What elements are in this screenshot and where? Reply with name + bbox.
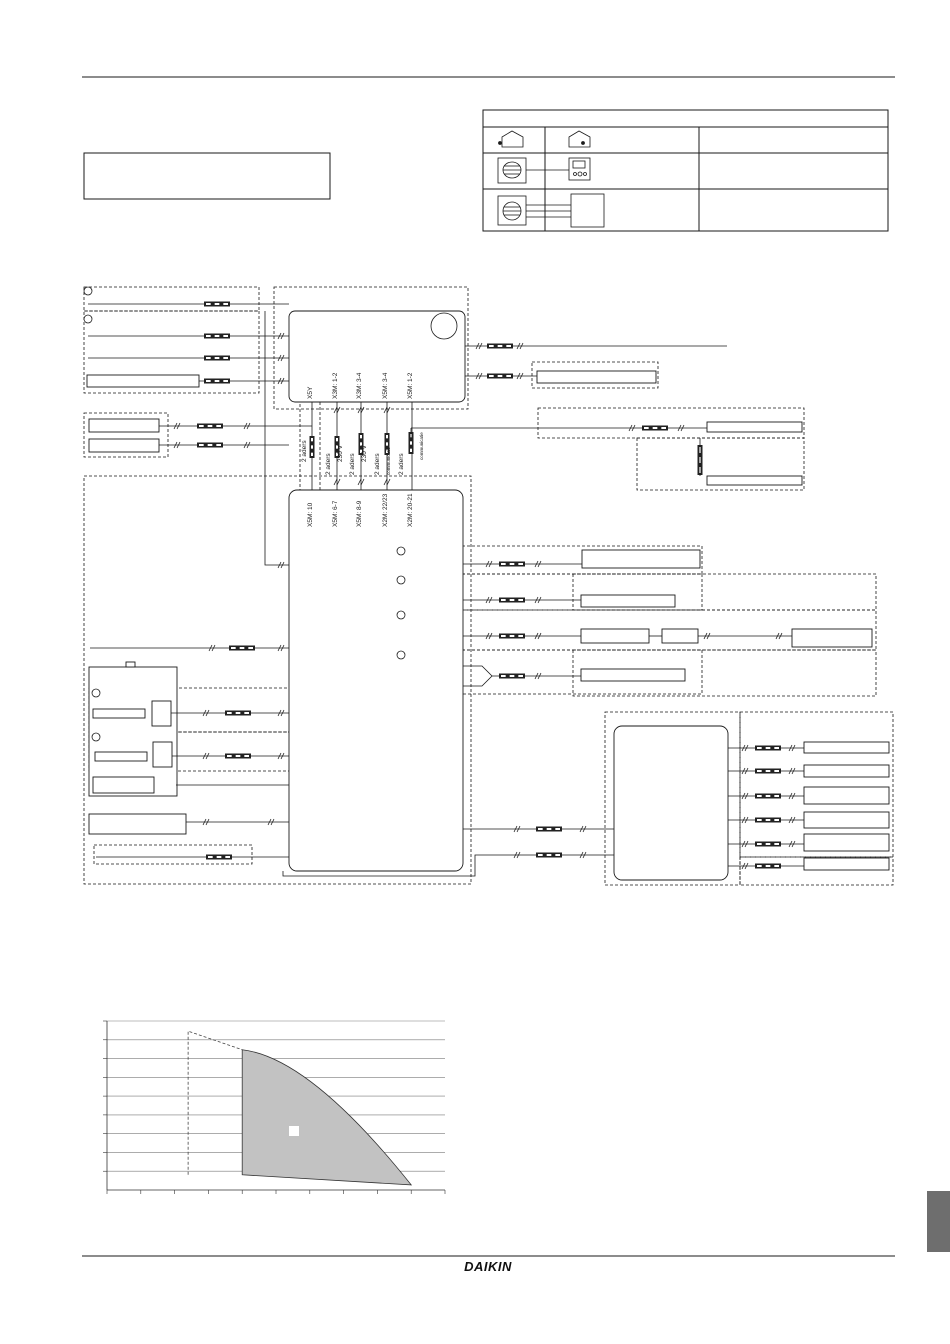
component-box bbox=[804, 787, 889, 804]
connector-gap bbox=[774, 843, 779, 845]
wire-count-mark bbox=[334, 407, 337, 413]
connector-gap bbox=[215, 380, 220, 382]
legend-wire-2 bbox=[526, 205, 571, 217]
wire-count-mark bbox=[337, 407, 340, 413]
connector-gap bbox=[501, 599, 506, 601]
component-box bbox=[707, 422, 802, 432]
connector-gap bbox=[225, 856, 230, 858]
component-box bbox=[804, 858, 889, 870]
component-box bbox=[152, 701, 171, 726]
wire-count-mark bbox=[384, 407, 387, 413]
connector-gap bbox=[199, 425, 204, 427]
connector-gap bbox=[555, 854, 560, 856]
connector-gap bbox=[489, 375, 494, 377]
label-cable-3-volt: 230 V bbox=[361, 445, 368, 462]
connector-gap bbox=[538, 828, 543, 830]
label-x5m-12: X5M: 1-2 bbox=[407, 372, 414, 399]
component-box bbox=[581, 629, 649, 643]
label-cable-5: 2 aders bbox=[398, 453, 405, 475]
connector-gap bbox=[774, 795, 779, 797]
wire-split bbox=[463, 666, 492, 686]
component-box bbox=[581, 595, 675, 607]
label-x3m-12: X3M: 1-2 bbox=[332, 372, 339, 399]
component-box bbox=[792, 629, 872, 647]
connector-gap bbox=[206, 380, 211, 382]
component-box bbox=[707, 476, 802, 485]
connector-gap bbox=[538, 854, 543, 856]
component-box bbox=[89, 439, 159, 452]
label-x5m-10: X5M: 10 bbox=[307, 502, 314, 527]
connector-gap bbox=[766, 843, 771, 845]
connector-gap bbox=[244, 712, 249, 714]
label-cable-1: 2 aders bbox=[301, 440, 308, 462]
caption-box bbox=[84, 153, 330, 199]
connector-gap bbox=[518, 563, 523, 565]
connector-gap bbox=[774, 865, 779, 867]
connector-gap bbox=[206, 335, 211, 337]
outdoor-pcb bbox=[289, 311, 465, 402]
component-box bbox=[95, 752, 147, 761]
connector-gap bbox=[215, 357, 220, 359]
option-box-pcb bbox=[614, 726, 728, 880]
connector-gap bbox=[547, 828, 552, 830]
connector-gap bbox=[501, 635, 506, 637]
label-x5m-34: X5M: 3-4 bbox=[382, 372, 389, 399]
connector-gap bbox=[199, 444, 204, 446]
connector-gap bbox=[661, 427, 666, 429]
connector-gap bbox=[240, 647, 245, 649]
connector-gap bbox=[757, 843, 762, 845]
connector-gap bbox=[410, 449, 412, 452]
side-tab bbox=[927, 1191, 950, 1252]
wire-count-mark bbox=[361, 407, 364, 413]
connector-gap bbox=[766, 819, 771, 821]
component-box bbox=[87, 375, 199, 387]
connector-gap bbox=[547, 854, 552, 856]
wire-count-mark bbox=[358, 479, 361, 485]
wire-count-mark bbox=[361, 479, 364, 485]
label-x5m-89: X5M: 8-9 bbox=[356, 500, 363, 527]
connector-gap bbox=[236, 712, 241, 714]
wiring-diagram bbox=[84, 287, 893, 885]
label-cable-5-note: communicatie bbox=[419, 432, 424, 460]
label-x5m-67: X5M: 6-7 bbox=[332, 500, 339, 527]
wire-outdoor-indoor bbox=[265, 311, 289, 565]
marker-circle bbox=[92, 689, 100, 697]
connector-gap bbox=[311, 438, 313, 441]
connector-gap bbox=[510, 563, 515, 565]
connector-gap bbox=[206, 303, 211, 305]
connector-gap bbox=[757, 865, 762, 867]
connector-gap bbox=[766, 865, 771, 867]
connector-gap bbox=[518, 635, 523, 637]
connector-gap bbox=[653, 427, 658, 429]
connector-gap bbox=[501, 563, 506, 565]
connector-gap bbox=[766, 747, 771, 749]
connector-gap bbox=[208, 444, 213, 446]
room-thermostat-icon bbox=[569, 158, 590, 180]
indoor-pcb bbox=[289, 490, 463, 871]
connector-gap bbox=[227, 755, 232, 757]
indoor-unit-icon bbox=[498, 158, 526, 183]
marker-circle bbox=[397, 651, 405, 659]
connector-gap bbox=[518, 599, 523, 601]
connector-gap bbox=[223, 380, 228, 382]
connector-gap bbox=[215, 303, 220, 305]
connector-gap bbox=[386, 442, 388, 445]
component-box bbox=[89, 419, 159, 432]
connector-gap bbox=[223, 335, 228, 337]
legend-table bbox=[483, 110, 888, 231]
label-cable-2: 2 aders bbox=[325, 453, 332, 475]
connector-gap bbox=[216, 425, 221, 427]
connector-gap bbox=[223, 303, 228, 305]
indoor-unit-icon bbox=[498, 196, 526, 225]
connector-gap bbox=[757, 747, 762, 749]
connector-gap bbox=[215, 335, 220, 337]
connector-gap bbox=[231, 647, 236, 649]
connector-gap bbox=[206, 357, 211, 359]
connector-gap bbox=[248, 647, 253, 649]
house-indoor-icon bbox=[499, 131, 524, 147]
marker-circle bbox=[84, 287, 92, 295]
component-box bbox=[804, 742, 889, 753]
component-box bbox=[804, 765, 889, 777]
connector-gap bbox=[757, 795, 762, 797]
component-box bbox=[153, 742, 172, 767]
label-x3m-34: X3M: 3-4 bbox=[356, 372, 363, 399]
connector-gap bbox=[410, 441, 412, 444]
marker-circle bbox=[397, 547, 405, 555]
connector-gap bbox=[510, 635, 515, 637]
label-x2m-2223: X2M: 22/23 bbox=[382, 493, 389, 527]
connector-gap bbox=[489, 345, 494, 347]
connector-gap bbox=[208, 856, 213, 858]
marker-circle bbox=[397, 576, 405, 584]
connector-gap bbox=[518, 675, 523, 677]
connector-gap bbox=[498, 375, 503, 377]
component-box bbox=[89, 814, 186, 834]
wire-count-mark bbox=[387, 479, 390, 485]
connector-gap bbox=[510, 675, 515, 677]
house-remote-icon bbox=[569, 131, 590, 147]
connector-gap bbox=[244, 755, 249, 757]
component-box bbox=[581, 669, 685, 681]
connector-gap bbox=[208, 425, 213, 427]
wire-count-mark bbox=[384, 479, 387, 485]
daikin-logo: DAIKIN bbox=[464, 1259, 512, 1274]
connector-gap bbox=[757, 770, 762, 772]
component-box bbox=[582, 550, 700, 568]
connector-gap bbox=[360, 435, 362, 438]
wire-count-mark bbox=[358, 407, 361, 413]
label-cable-4: 2 aders bbox=[374, 453, 381, 475]
wire-count-mark bbox=[337, 479, 340, 485]
marker-circle bbox=[84, 315, 92, 323]
component-box bbox=[93, 709, 145, 718]
tank-port bbox=[126, 662, 135, 667]
component-box bbox=[537, 371, 656, 383]
connector-gap bbox=[766, 795, 771, 797]
wire-count-mark bbox=[334, 479, 337, 485]
component-box bbox=[93, 777, 154, 793]
component-box bbox=[804, 812, 889, 828]
chart-marker bbox=[289, 1126, 299, 1136]
marker-circle bbox=[397, 611, 405, 619]
connector-gap bbox=[555, 828, 560, 830]
label-x5y: X5Y bbox=[307, 386, 314, 399]
component-box bbox=[662, 629, 698, 643]
connector-gap bbox=[774, 747, 779, 749]
connector-gap bbox=[757, 819, 762, 821]
connector-gap bbox=[311, 453, 313, 456]
connector-gap bbox=[311, 445, 313, 448]
label-x2m-2021: X2M: 20-21 bbox=[407, 493, 414, 527]
label-cable-3: 2 aders bbox=[349, 453, 356, 475]
remote-box-icon bbox=[571, 194, 604, 227]
connector-gap bbox=[510, 599, 515, 601]
connector-gap bbox=[506, 375, 511, 377]
label-cable-2-volt: 230 V bbox=[337, 445, 344, 462]
connector-gap bbox=[236, 755, 241, 757]
connector-gap bbox=[498, 345, 503, 347]
connector-gap bbox=[774, 770, 779, 772]
connector-gap bbox=[506, 345, 511, 347]
connector-gap bbox=[336, 438, 338, 441]
connector-gap bbox=[227, 712, 232, 714]
component-box bbox=[804, 834, 889, 851]
series-solid-fill bbox=[242, 1050, 411, 1185]
operating-range-chart bbox=[103, 1021, 445, 1194]
connector-gap bbox=[217, 856, 222, 858]
connector-gap bbox=[644, 427, 649, 429]
connector-gap bbox=[501, 675, 506, 677]
wire-count-mark bbox=[387, 407, 390, 413]
series-dashed-outline bbox=[188, 1031, 242, 1175]
connector-gap bbox=[223, 357, 228, 359]
marker-circle bbox=[92, 733, 100, 741]
connector-gap bbox=[216, 444, 221, 446]
label-cable-4-note: communicatie bbox=[386, 447, 391, 475]
zone-top-left-a bbox=[84, 287, 259, 311]
connector-gap bbox=[386, 435, 388, 438]
connector-gap bbox=[774, 819, 779, 821]
connector-gap bbox=[766, 770, 771, 772]
